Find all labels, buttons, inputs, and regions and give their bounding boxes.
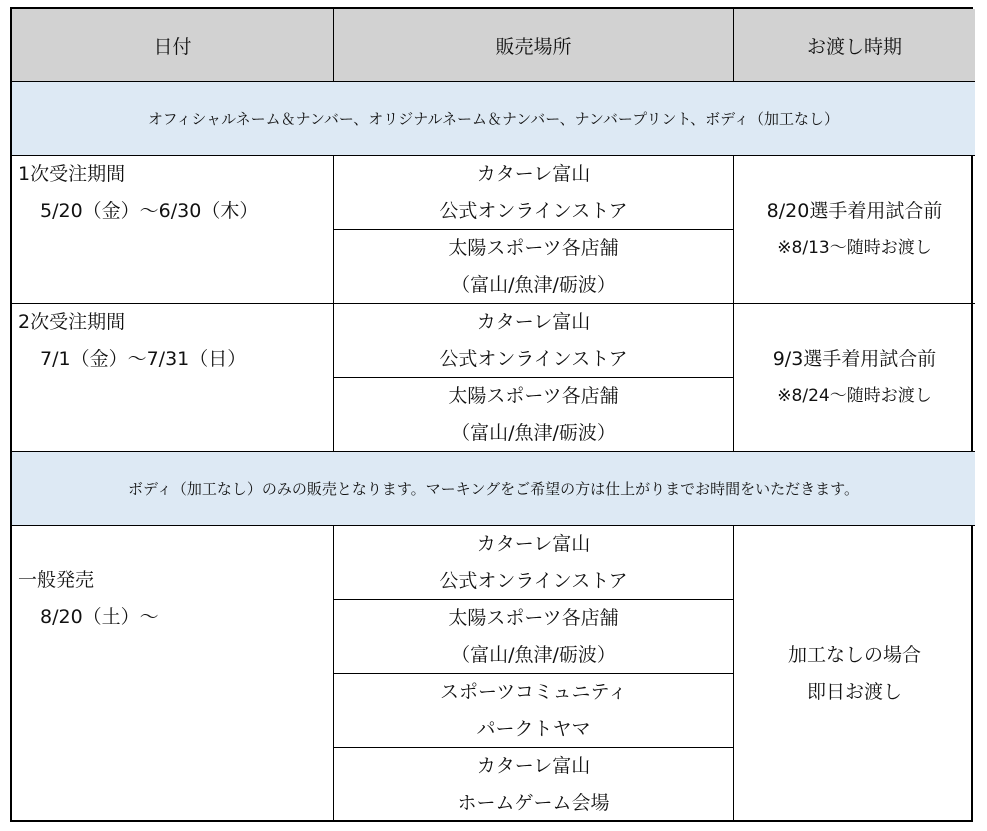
sales-schedule-table [10, 7, 973, 822]
header-date-label: 日付 [153, 35, 192, 58]
period-2-store-2 [334, 378, 734, 452]
period-3-name: 一般発売 [18, 569, 95, 591]
period-1-name: 1次受注期間 [18, 163, 126, 185]
period-1-delivery [734, 156, 975, 304]
store-line2: （富山/魚津/砺波） [451, 643, 616, 666]
period-2-delivery [734, 304, 975, 452]
period-3-delivery [734, 526, 975, 822]
period-2-name: 2次受注期間 [18, 311, 126, 333]
store-line2: （富山/魚津/砺波） [451, 421, 616, 444]
store-line1: 太陽スポーツ各店舗 [448, 384, 619, 407]
store-line1: カターレ富山 [476, 532, 591, 555]
delivery-line2: 即日お渡し [806, 681, 902, 703]
store-line1: カターレ富山 [476, 310, 591, 333]
period-2-range: 7/1（金）～7/31（日） [40, 348, 247, 370]
period-3-range: 8/20（土）～ [40, 606, 159, 628]
store-line1: カターレ富山 [476, 755, 591, 777]
period-1-range: 5/20（金）～6/30（木） [40, 200, 259, 222]
store-line1: スポーツコミュニティ [440, 680, 627, 703]
period-1-store-2 [334, 230, 734, 304]
notice-items-text: オフィシャルネーム＆ナンバー、オリジナルネーム＆ナンバー、ナンバープリント、ボディ（加工なし） [148, 110, 839, 128]
period-2-store-1 [334, 304, 734, 378]
store-line2: ホームゲーム会場 [457, 792, 610, 814]
notice-body-only-text: ボディ（加工なし）のみの販売となります。マーキングをご希望の方は仕上がりまでお時間をいただきます。 [128, 480, 859, 498]
period-3-store-4 [334, 748, 734, 822]
store-line2: パークトヤマ [476, 717, 591, 740]
store-line2: 公式オンラインストア [439, 199, 628, 222]
store-line2: 公式オンラインストア [439, 347, 628, 370]
notice-items [12, 82, 975, 156]
header-delivery [734, 9, 975, 82]
period-3-store-1 [334, 526, 734, 600]
period-3-cell [12, 526, 334, 822]
header-date [12, 9, 334, 82]
delivery-line1: 8/20選手着用試合前 [766, 199, 943, 222]
header-delivery-label: お渡し時期 [806, 35, 902, 58]
store-line1: 太陽スポーツ各店舗 [448, 236, 619, 259]
period-1-store-1 [334, 156, 734, 230]
header-location [334, 9, 734, 82]
store-line2: （富山/魚津/砺波） [451, 273, 616, 296]
period-3-store-2 [334, 600, 734, 674]
period-2-cell [12, 304, 334, 452]
store-line1: カターレ富山 [476, 162, 591, 185]
delivery-line2: ※8/13～随時お渡し [777, 237, 932, 258]
period-3-store-3 [334, 674, 734, 748]
delivery-line1: 9/3選手着用試合前 [772, 347, 937, 370]
store-line1: 太陽スポーツ各店舗 [448, 606, 619, 629]
period-1-cell [12, 156, 334, 304]
notice-body-only [12, 452, 975, 526]
delivery-line1: 加工なしの場合 [787, 644, 921, 666]
header-location-label: 販売場所 [495, 35, 572, 58]
delivery-line2: ※8/24～随時お渡し [777, 385, 932, 406]
store-line2: 公式オンラインストア [439, 569, 628, 592]
